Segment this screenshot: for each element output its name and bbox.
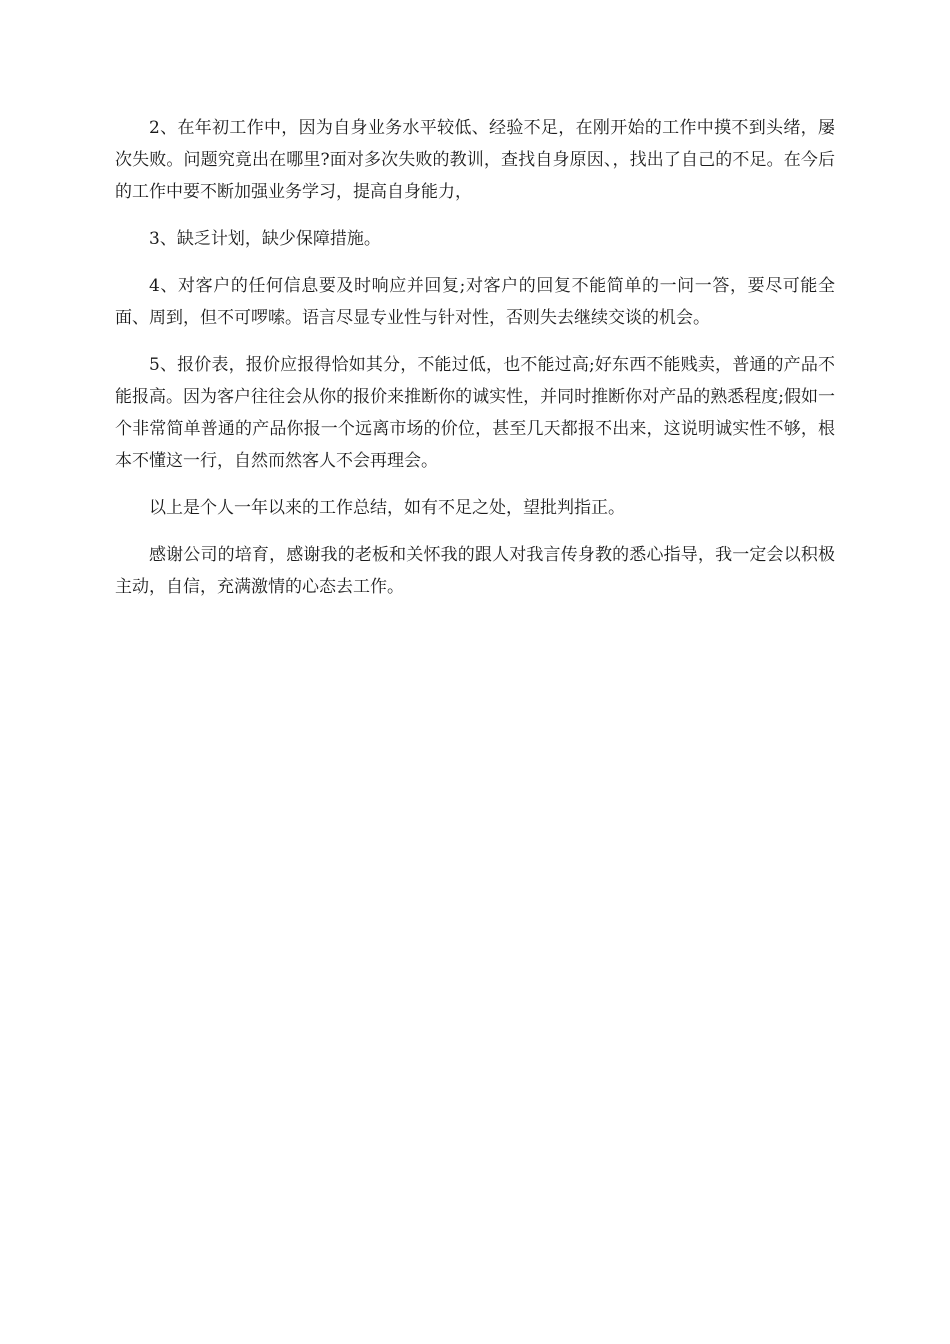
paragraph-item-5: 5、报价表，报价应报得恰如其分，不能过低，也不能过高;好东西不能贱卖，普通的产品不能报高。因为客户往往会从你的报价来推断你的诚实性，并同时推断你对产品的熟悉程度;假如一个非常简单普通的产品你报一个远离市场的价位，甚至几天都报不出来，这说明诚实性不够，根本不懂这一行，自然而然客人不会再理会。 <box>115 355 835 471</box>
thanks-paragraph: 感谢公司的培育，感谢我的老板和关怀我的跟人对我言传身教的悉心指导，我一定会以积极主动，自信，充满激情的心态去工作。 <box>115 545 835 597</box>
paragraph-item-2: 2、在年初工作中，因为自身业务水平较低、经验不足，在刚开始的工作中摸不到头绪，屡次失败。问题究竟出在哪里?面对多次失败的教训，查找自身原因、，找出了自己的不足。在今后的工作中要不断加强业务学习，提高自身能力， <box>115 118 835 202</box>
paragraph-item-3: 3、缺乏计划，缺少保障措施。 <box>149 229 381 249</box>
paragraph-item-4: 4、对客户的任何信息要及时响应并回复;对客户的回复不能简单的一问一答，要尽可能全面、周到，但不可啰嗦。语言尽显专业性与针对性，否则失去继续交谈的机会。 <box>115 276 835 328</box>
document-body <box>115 112 835 618</box>
summary-paragraph: 以上是个人一年以来的工作总结，如有不足之处，望批判指正。 <box>149 498 625 518</box>
